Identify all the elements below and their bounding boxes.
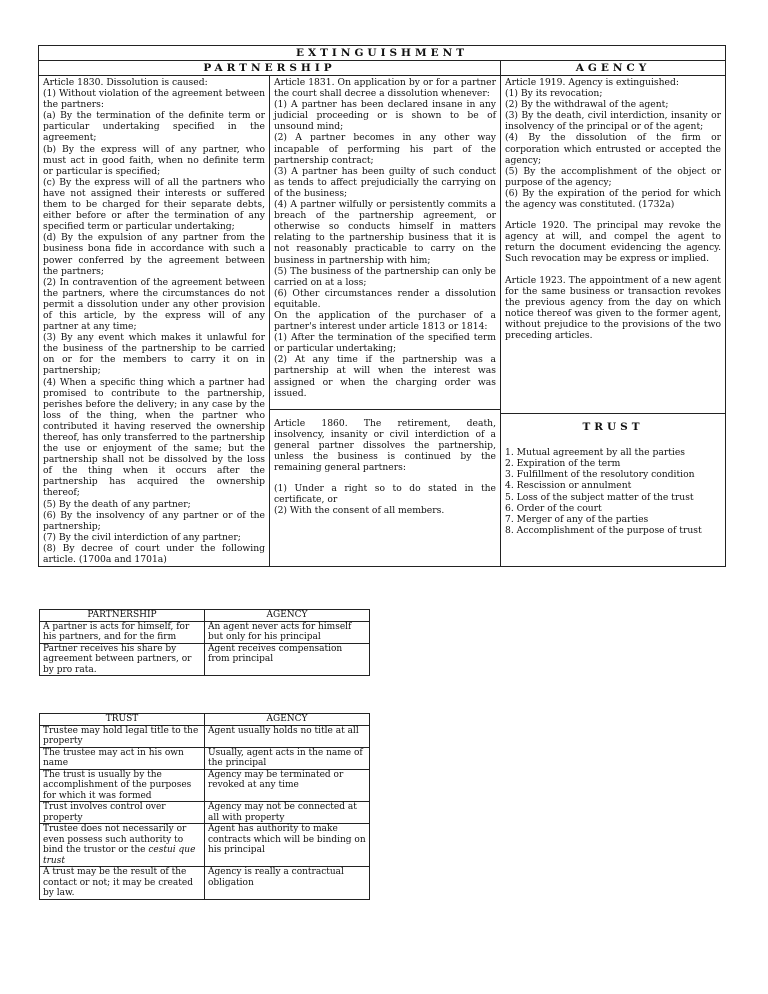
table-cell: A trust may be the result of the contact or not; it may be created by law. — [40, 867, 205, 900]
table-row — [40, 747, 370, 769]
article-1830-item: (a) By the termination of the definite term or particular undertaking specified in the agreement; — [43, 110, 265, 144]
partnership-vs-agency-table — [39, 609, 370, 676]
article-1831-heading: Article 1831. On application by or for a partner the court shall decree a dissolution whenever: — [274, 77, 496, 100]
article-1919-heading: Article 1919. Agency is extinguished: — [505, 77, 679, 88]
trust-list-item: 1. Mutual agreement by all the parties — [505, 447, 686, 459]
divider — [270, 409, 500, 410]
table-cell-text: Trustee does not necessarily or even possess such authority to bind the trustor or the — [43, 824, 187, 855]
article-1831-item: (1) After the termination of the specified term or particular undertaking; — [274, 332, 496, 355]
table-row — [40, 769, 370, 802]
article-1923: Article 1923. The appointment of a new agent for the same business or transaction revokes the previous agency from the day on which notice thereof was given to the former agent, without prejudice to the provisions of the two preceding articles. — [505, 274, 721, 341]
article-1831-purchaser: On the application of the purchaser of a partner's interest under article 1813 or 1814: — [274, 309, 496, 333]
article-1919-item: (1) By its revocation; — [505, 88, 603, 100]
table-cell: Agency is really a contractual obligation — [205, 867, 370, 900]
article-1830-item: (b) By the express will of any partner, who must act in good faith, when no definite term or particular is specified; — [43, 143, 265, 177]
table-cell: A partner is acts for himself, for his partners, and for the firm — [40, 621, 205, 643]
trust-list-item: 2. Expiration of the term — [505, 458, 621, 470]
article-1920: Article 1920. The principal may revoke the agency at will, and compel the agent to return the document evidencing the agency. Such revocation may be express or implied. — [505, 220, 721, 265]
agency-header: AGENCY — [501, 61, 726, 76]
agency-col — [501, 76, 726, 567]
article-1860: Article 1860. The retirement, death, insolvency, insanity or civil interdiction of a general partner dissolves the partnership, unless the business is continued by the remaining general partners: — [274, 417, 496, 474]
article-1919-item: (2) By the withdrawal of the agent; — [505, 99, 669, 111]
article-1830-item: (6) By the insolvency of any partner or of the partnership; — [43, 509, 265, 532]
table-row — [40, 725, 370, 747]
article-1831-item: (2) A partner becomes in any other way incapable of performing his part of the partnership contract; — [274, 132, 496, 166]
trust-list-item: 8. Accomplishment of the purpose of trust — [505, 524, 702, 536]
table-header: PARTNERSHIP — [40, 610, 205, 622]
article-1830-item: (c) By the express will of all the partners who have not assigned their interests or suffered them to be charged for their separate debts, either before or after the termination of any specified term or particular undertaking; — [43, 176, 265, 233]
partnership-col-1831 — [270, 76, 501, 567]
table-cell: Agency may not be connected at all with property — [205, 802, 370, 824]
table-cell: The trust is usually by the accomplishment of the purposes for which it was formed — [40, 769, 205, 802]
divider — [501, 413, 725, 414]
table-cell: An agent never acts for himself but only for his principal — [205, 621, 370, 643]
cestui-que-trust-term: cestui que trust — [43, 845, 196, 866]
partnership-header: PARTNERSHIP — [39, 61, 501, 76]
table-cell: Agent usually holds no title at all — [205, 725, 370, 747]
table-row — [40, 867, 370, 900]
article-1919-item: (6) By the expiration of the period for which the agency was constituted. (1732a) — [505, 187, 721, 211]
table-cell: Partner receives his share by agreement between partners, or by pro rata. — [40, 643, 205, 676]
article-1860-item: (1) Under a right so to do stated in the certificate, or — [274, 483, 496, 506]
article-1830-item: (d) By the expulsion of any partner from the business bona fide in accordance with such a power conferred by the agreement between the partners; — [43, 232, 265, 277]
article-1831-item: (6) Other circumstances render a dissolution equitable. — [274, 287, 496, 310]
table-cell: Usually, agent acts in the name of the principal — [205, 747, 370, 769]
article-1830-item: (8) By decree of court under the following article. (1700a and 1701a) — [43, 542, 265, 566]
trust-list-item: 7. Merger of any of the parties — [505, 513, 649, 525]
article-1830-heading: Article 1830. Dissolution is caused: — [43, 77, 208, 88]
table-header: TRUST — [40, 714, 205, 726]
trust-header: TRUST — [582, 421, 644, 434]
trust-list-item: 3. Fulfillment of the resolutory condition — [505, 469, 695, 481]
table-row — [40, 643, 370, 676]
article-1830-item: (7) By the civil interdiction of any partner; — [43, 531, 241, 543]
trust-vs-agency-table — [39, 713, 370, 900]
trust-list-item: 5. Loss of the subject matter of the trust — [505, 491, 694, 503]
article-1919-item: (5) By the accomplishment of the object or purpose of the agency; — [505, 165, 721, 188]
trust-list-item: 4. Rescission or annulment — [505, 480, 632, 492]
extinguishment-title: EXTINGUISHMENT — [39, 46, 726, 61]
article-1831-item: (4) A partner wilfully or persistently commits a breach of the partnership agreement, or otherwise so conducts himself in matters relating to the partnership business that it is not reasonably practicable to carry on the business in partnership with him; — [274, 199, 496, 266]
article-1831-item: (2) At any time if the partnership was a partnership at will when the interest was assigned or when the charging order was issued. — [274, 354, 496, 399]
table-cell — [40, 824, 205, 867]
trust-list-item: 6. Order of the court — [505, 502, 602, 514]
table-cell: The trustee may act in his own name — [40, 747, 205, 769]
article-1919-item: (3) By the death, civil interdiction, insanity or insolvency of the principal or of the agent; — [505, 110, 721, 133]
article-1830-item: (4) When a specific thing which a partner had promised to contribute to the partnership, perishes before the delivery; in any case by the loss of the thing, when the partner who contributed it having reserved the ownership thereof, has only transferred to the partnership the use or enjoyment of the same; but the partnership shall not be dissolved by the loss of the thing when it occurs after the partnership has acquired the ownership thereof; — [43, 376, 265, 499]
article-1860-item: (2) With the consent of all members. — [274, 505, 445, 517]
table-row — [40, 824, 370, 867]
table-cell: Agent receives compensation from principal — [205, 643, 370, 676]
table-cell: Agent has authority to make contracts which will be binding on his principal — [205, 824, 370, 867]
table-row — [40, 621, 370, 643]
article-1831-item: (3) A partner has been guilty of such conduct as tends to affect prejudicially the carrying on of the business; — [274, 165, 496, 199]
article-1919-item: (4) By the dissolution of the firm or corporation which entrusted or accepted the agency; — [505, 132, 721, 166]
table-cell: Trustee may hold legal title to the property — [40, 725, 205, 747]
article-1831-item: (5) The business of the partnership can only be carried on at a loss; — [274, 265, 496, 288]
article-1830-item: (2) In contravention of the agreement between the partners, where the circumstances do not permit a dissolution under any other provision of this article, by the express will of any partner at any time; — [43, 276, 265, 333]
partnership-col-1830 — [39, 76, 270, 567]
table-row — [40, 802, 370, 824]
table-header: AGENCY — [205, 714, 370, 726]
article-1830-item: (5) By the death of any partner; — [43, 498, 191, 510]
article-1831-item: (1) A partner has been declared insane in any judicial proceeding or is shown to be of unsound mind; — [274, 99, 496, 133]
table-cell: Trust involves control over property — [40, 802, 205, 824]
article-1830-item: (1) Without violation of the agreement between the partners: — [43, 88, 265, 111]
extinguishment-table — [38, 45, 726, 567]
table-header: AGENCY — [205, 610, 370, 622]
table-cell: Agency may be terminated or revoked at any time — [205, 769, 370, 802]
article-1830-item: (3) By any event which makes it unlawful for the business of the partnership to be carried on or for the members to carry it on in partnership; — [43, 332, 265, 377]
